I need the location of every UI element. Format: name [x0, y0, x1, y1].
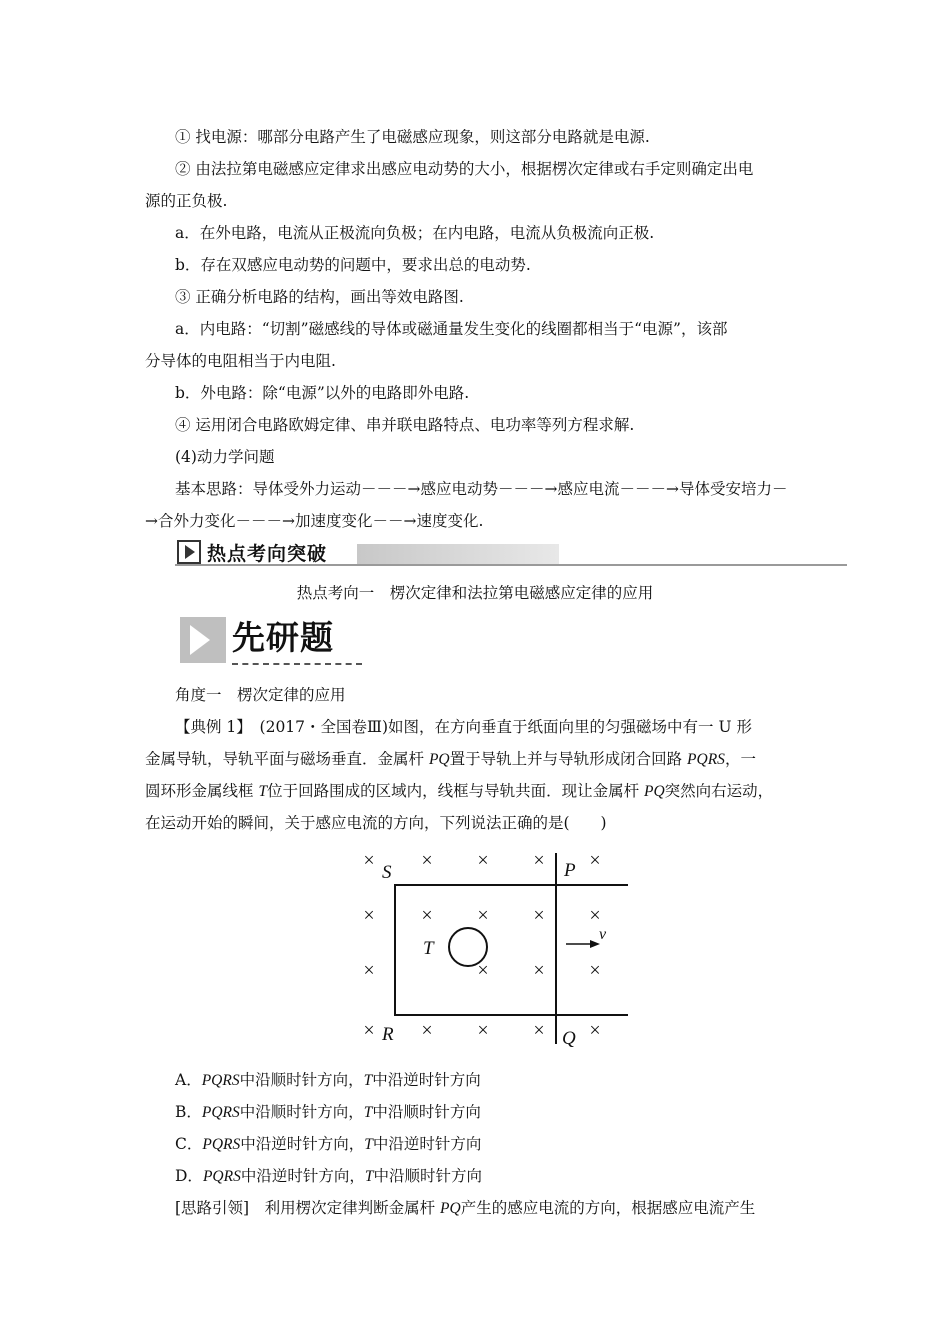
banner-title: 热点考向突破 — [207, 543, 328, 565]
label-t: T — [423, 938, 434, 959]
circuit-figure — [340, 838, 640, 1050]
field-cross: × — [421, 904, 433, 927]
text-line: (4)动力学问题 — [175, 448, 275, 466]
field-cross: × — [363, 849, 375, 872]
field-cross: × — [363, 1019, 375, 1042]
label-q: Q — [562, 1028, 576, 1049]
example-line: 圆环形金属线框 T位于回路围成的区域内，线框与导轨共面．现让金属杆 PQ突然向右运动， — [145, 782, 774, 800]
text-line: b．存在双感应电动势的问题中，要求出总的电动势. — [175, 256, 531, 274]
field-cross: × — [477, 849, 489, 872]
field-cross: × — [363, 959, 375, 982]
field-cross: × — [421, 1019, 433, 1042]
option-a: A．PQRS中沿顺时针方向，T中沿逆时针方向 — [175, 1071, 481, 1089]
example-line: 在运动开始的瞬间，关于感应电流的方向，下列说法正确的是( ) — [145, 814, 607, 832]
option-c: C．PQRS中沿逆时针方向，T中沿逆时针方向 — [175, 1135, 482, 1153]
option-b: B．PQRS中沿顺时针方向，T中沿顺时针方向 — [175, 1103, 481, 1121]
play-arrow-icon — [177, 540, 201, 564]
text-line: 分导体的电阻相当于内电阻. — [145, 352, 336, 370]
label-r: R — [382, 1024, 394, 1045]
example-line: 金属导轨，导轨平面与磁场垂直．金属杆 PQ置于导轨上并与导轨形成闭合回路 PQRS，一 — [145, 750, 756, 768]
arrow-badge-icon — [180, 617, 226, 663]
field-cross: × — [533, 959, 545, 982]
field-cross: × — [533, 1019, 545, 1042]
field-cross: × — [421, 849, 433, 872]
field-cross: × — [477, 959, 489, 982]
text-line: ③ 正确分析电路的结构，画出等效电路图. — [175, 288, 464, 306]
label-s: S — [382, 862, 392, 883]
section-title: 热点考向一 楞次定律和法拉第电磁感应定律的应用 — [296, 584, 654, 602]
study-badge — [180, 617, 362, 667]
banner-decoration — [357, 544, 559, 564]
text-line: ④ 运用闭合电路欧姆定律、串并联电路特点、电功率等列方程求解. — [175, 416, 635, 434]
text-line: b．外电路：除“电源”以外的电路即外电路. — [175, 384, 470, 402]
label-v: v — [599, 926, 607, 943]
field-cross: × — [589, 849, 601, 872]
text-line: ② 由法拉第电磁感应定律求出感应电动势的大小，根据楞次定律或右手定则确定出电 — [175, 160, 754, 178]
text-line: →合外力变化－－－→加速度变化－－→速度变化. — [145, 512, 484, 530]
field-cross: × — [363, 904, 375, 927]
text-line: a．在外电路，电流从正极流向负极；在内电路，电流从负极流向正极. — [175, 224, 655, 242]
section-banner — [175, 538, 847, 568]
text-line: a．内电路：“切割”磁感线的导体或磁通量发生变化的线圈都相当于“电源”，该部 — [175, 320, 728, 338]
hint-line: [思路引领] 利用楞次定律判断金属杆 PQ产生的感应电流的方向，根据感应电流产生 — [175, 1199, 756, 1217]
angle-heading: 角度一 楞次定律的应用 — [175, 686, 346, 704]
text-line: ① 找电源：哪部分电路产生了电磁感应现象，则这部分电路就是电源. — [175, 128, 650, 146]
field-cross: × — [589, 904, 601, 927]
field-cross: × — [533, 904, 545, 927]
label-p: P — [564, 860, 576, 881]
field-cross: × — [589, 1019, 601, 1042]
option-d: D．PQRS中沿逆时针方向，T中沿顺时针方向 — [175, 1167, 482, 1185]
field-cross: × — [589, 959, 601, 982]
badge-text: 先研题 — [232, 618, 334, 657]
text-line: 基本思路：导体受外力运动－－－→感应电动势－－－→感应电流－－－→导体受安培力－ — [175, 480, 788, 498]
field-cross: × — [533, 849, 545, 872]
example-line: 【典例 1】 (2017・全国卷Ⅲ)如图，在方向垂直于纸面向里的匀强磁场中有一 U 形 — [175, 718, 752, 736]
field-cross: × — [477, 904, 489, 927]
text-line: 源的正负极. — [145, 192, 228, 210]
badge-dashes — [232, 663, 362, 665]
field-cross: × — [477, 1019, 489, 1042]
